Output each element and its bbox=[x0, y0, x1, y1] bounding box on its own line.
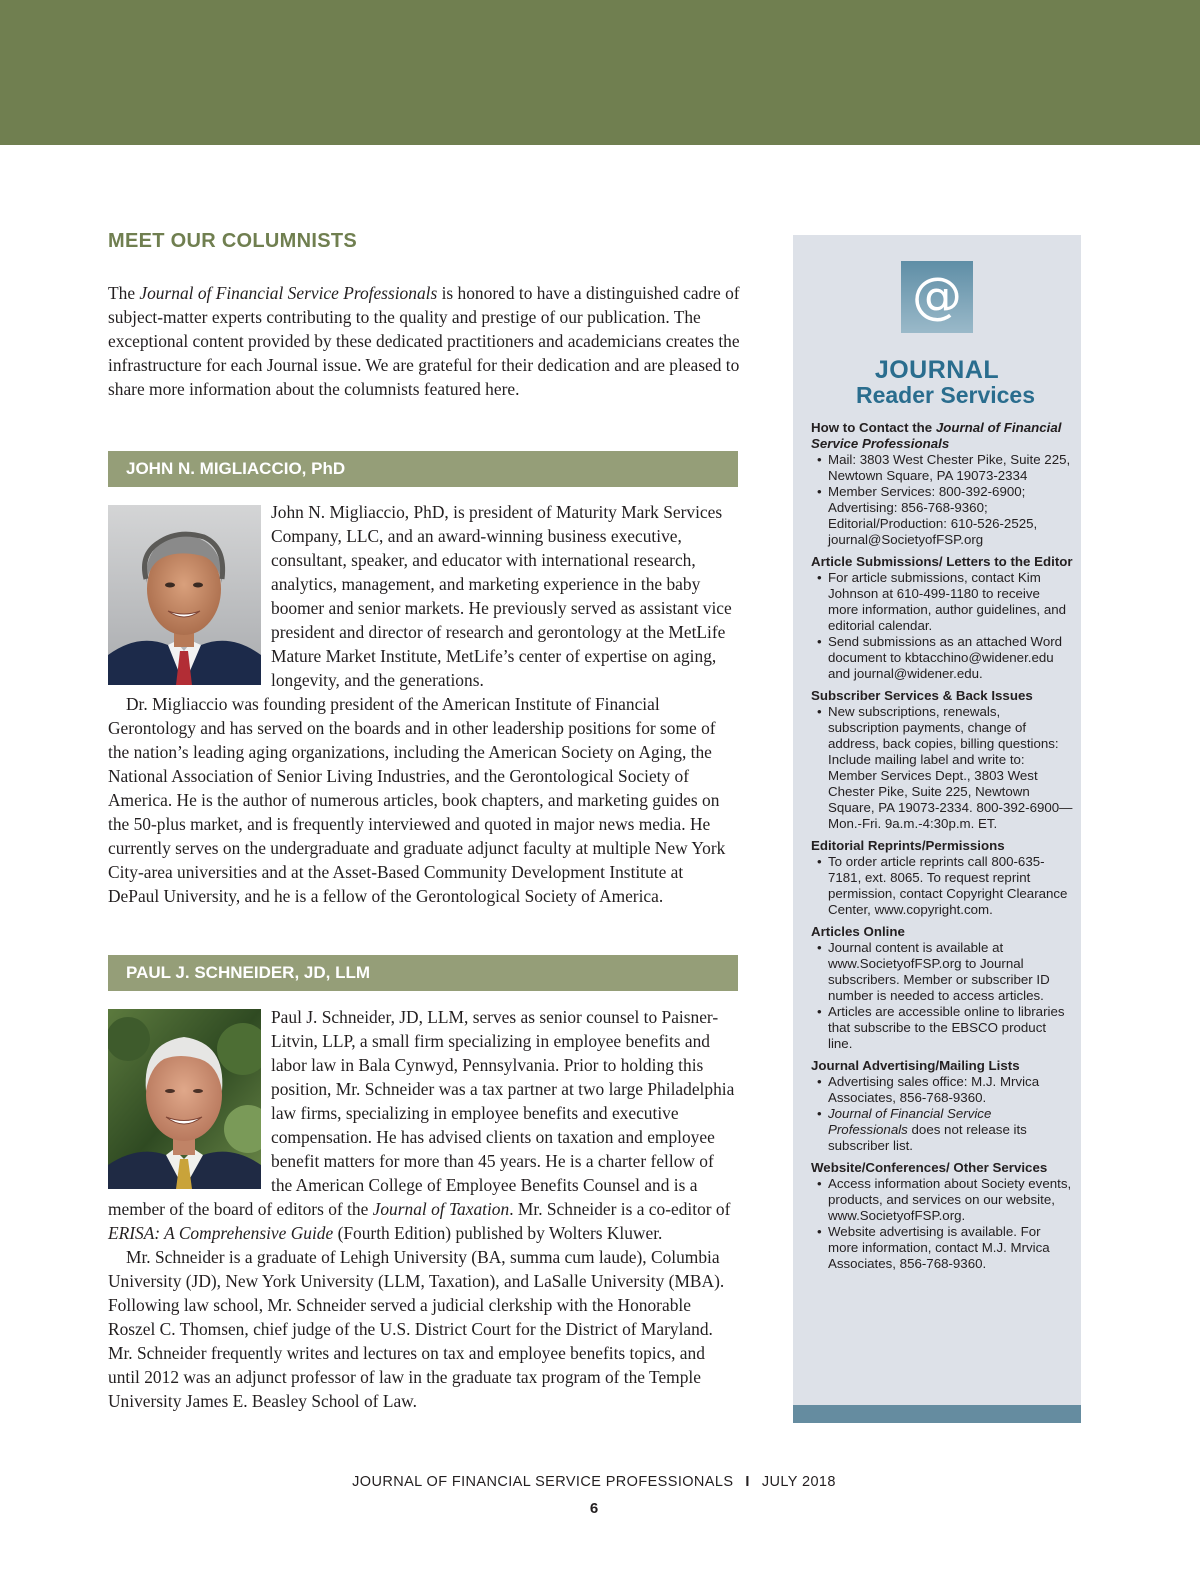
subscriber-list bbox=[811, 704, 1073, 832]
photo-spacer bbox=[108, 500, 271, 692]
contact-list bbox=[811, 452, 1073, 548]
online-list bbox=[811, 940, 1073, 1052]
list-item bbox=[811, 1106, 1073, 1154]
heading-journal: Journal of Financial Service Professionals bbox=[811, 420, 1062, 451]
columnist-2-bio bbox=[108, 1005, 738, 1413]
subscriber-heading: Subscriber Services & Back Issues bbox=[811, 688, 1033, 703]
list-item: • Website advertising is available. For more information, contact M.J. Mrvica Associates, 856-768-9360. bbox=[811, 1224, 1073, 1272]
columnist-2-bio-p2: Mr. Schneider is a graduate of Lehigh University (BA, summa cum laude), Columbia University (JD), New York University (LLM, Taxation), and LaSalle University (MBA). Following law school, Mr. Schneider served a judicial clerkship with the Honorable Roszel C. Thomsen, chief judge of the U.S. District Court for the District of Maryland. Mr. Schneider frequently writes and lectures on tax and employee benefits topics, and until 2012 was an adjunct professor of law in the graduate tax program of the Temple University James E. Beasley School of Law. bbox=[108, 1247, 725, 1411]
list-item: • New subscriptions, renewals, subscription payments, change of address, back copies, billing questions: Include mailing label and write to: Member Services Dept., 3803 West Chester Pike, Suite 225, Newtown Square, PA 19073-2334. 800-392-6900— Mon.-Fri. 9a.m.-4:30p.m. ET. bbox=[811, 704, 1073, 832]
list-item: • Access information about Society events, products, and services on our website, www.SocietyofFSP.org. bbox=[811, 1176, 1073, 1224]
online-heading: Articles Online bbox=[811, 924, 905, 939]
columnist-1-bio bbox=[108, 500, 738, 908]
section-title: MEET OUR COLUMNISTS bbox=[108, 230, 358, 252]
columnist-1-bio-p1: John N. Migliaccio, PhD, is president of Maturity Mark Services Company, LLC, and an award-winning business executive, consultant, speaker, and educator with international research, analytics, management, and marketing experience in the baby boomer and senior markets. He previously served as assistant vice president and director of research and gerontology at the MetLife Mature Market Institute, MetLife’s center of expertise on aging, longevity, and the generations. bbox=[271, 502, 732, 690]
bio-text: Paul J. Schneider, JD, LLM, serves as senior counsel to Paisner-Litvin, LLP, a small firm specializing in employee benefits and labor law in Bala Cynwyd, Pennsylvania. Prior to holding this position, Mr. Schneider was a tax partner at two large Philadelphia law firms, specializing in employee benefits and executive compensation. He has advised clients on taxation and employee benefit matters for more than 45 years. He is a charter fellow of the American College of Employee Benefits Counsel and is a member of the board of editors of the bbox=[108, 1007, 735, 1219]
list-item: • Advertising sales office: M.J. Mrvica Associates, 856-768-9360. bbox=[811, 1074, 1073, 1106]
sidebar-title-reader-services: Reader Services bbox=[855, 382, 1035, 408]
footer-separator: I bbox=[745, 1474, 750, 1490]
book-title: ERISA: A Comprehensive Guide bbox=[108, 1223, 334, 1243]
bio-text: . Mr. Schneider is a co-editor of bbox=[509, 1199, 731, 1219]
advertising-heading: Journal Advertising/Mailing Lists bbox=[811, 1058, 1020, 1073]
website-list bbox=[811, 1176, 1073, 1272]
list-item: • To order article reprints call 800-635-7181, ext. 8065. To request reprint permission, contact Copyright Clearance Center, www.copyright.com. bbox=[811, 854, 1073, 918]
list-item: • Articles are accessible online to libraries that subscribe to the EBSCO product line. bbox=[811, 1004, 1073, 1052]
columnist-2-name-bar: PAUL J. SCHNEIDER, JD, LLM bbox=[108, 955, 738, 991]
list-item: • Journal content is available at www.SocietyofFSP.org to Journal subscribers. Member or subscriber ID number is needed to access articles. bbox=[811, 940, 1073, 1004]
journal-name: Journal of Financial Service Professionals bbox=[828, 1106, 992, 1137]
list-item: • Mail: 3803 West Chester Pike, Suite 225, Newtown Square, PA 19073-2334 bbox=[811, 452, 1073, 484]
footer-date: JULY 2018 bbox=[761, 1474, 836, 1490]
page-number: 6 bbox=[589, 1500, 599, 1517]
page-footer bbox=[0, 1474, 1188, 1490]
sidebar-bottom-stripe bbox=[793, 1405, 1081, 1423]
contact-heading bbox=[811, 420, 1073, 452]
submissions-list bbox=[811, 570, 1073, 682]
reprints-list bbox=[811, 854, 1073, 918]
sidebar-content bbox=[811, 420, 1073, 1278]
heading-text: How to Contact the bbox=[811, 420, 936, 435]
columnist-1-bio-p2: Dr. Migliaccio was founding president of the American Institute of Financial Gerontology and has served on the boards and in other leadership positions for some of the nation’s leading aging organizations, including the American Society on Aging, the National Association of Senior Living Industries, and the Gerontological Society of America. He is the author of numerous articles, book chapters, and marketing guides on the 50-plus market, and is frequently interviewed and quoted in major news media. He currently serves on the undergraduate and graduate adjunct faculty at multiple New York City-area universities and at the Asset-Based Community Development Institute at DePaul University, and he is a fellow of the Gerontological Society of America. bbox=[108, 694, 726, 906]
sidebar-title-journal: JOURNAL bbox=[874, 356, 1000, 384]
at-sign-icon: @ bbox=[901, 261, 973, 333]
submissions-heading: Article Submissions/ Letters to the Editor bbox=[811, 554, 1073, 569]
journal-name: Journal of Financial Service Professionals bbox=[139, 283, 438, 303]
header-band bbox=[0, 0, 1200, 145]
columnist-1-name-bar: JOHN N. MIGLIACCIO, PhD bbox=[108, 451, 738, 487]
intro-text: is honored to have a distinguished cadre of subject-matter experts contributing to the quality and prestige of our publication. The exceptional content provided by these dedicated practitioners and academicians creates the infrastructure for each Journal issue. We are grateful for their dedication and are pleased to share more information about the columnists featured here. bbox=[108, 283, 740, 399]
list-item: • Member Services: 800-392-6900; Advertising: 856-768-9360; Editorial/Production: 610-526-2525, journal@SocietyofFSP.org bbox=[811, 484, 1073, 548]
reprints-heading: Editorial Reprints/Permissions bbox=[811, 838, 1005, 853]
list-item: • For article submissions, contact Kim Johnson at 610-499-1180 to receive more information, author guidelines, and editorial calendar. bbox=[811, 570, 1073, 634]
list-item-text: does not release its subscriber list. bbox=[828, 1122, 1027, 1153]
footer-publication: JOURNAL OF FINANCIAL SERVICE PROFESSIONALS bbox=[352, 1474, 734, 1490]
list-item: • Send submissions as an attached Word document to kbtacchino@widener.edu and journal@widener.edu. bbox=[811, 634, 1073, 682]
advertising-list bbox=[811, 1074, 1073, 1154]
intro-paragraph: The Journal of Financial Service Professionals is honored to have a distinguished cadre of subject-matter experts contributing to the quality and prestige of our publication. The exceptional content provided by these dedicated practitioners and academicians creates the infrastructure for each Journal issue. We are grateful for their dedication and are pleased to share more information about the columnists featured here. bbox=[108, 283, 740, 399]
website-heading: Website/Conferences/ Other Services bbox=[811, 1160, 1048, 1175]
bio-text: (Fourth Edition) published by Wolters Kluwer. bbox=[333, 1223, 663, 1243]
photo-spacer bbox=[108, 1005, 271, 1197]
journal-title: Journal of Taxation bbox=[372, 1199, 510, 1219]
